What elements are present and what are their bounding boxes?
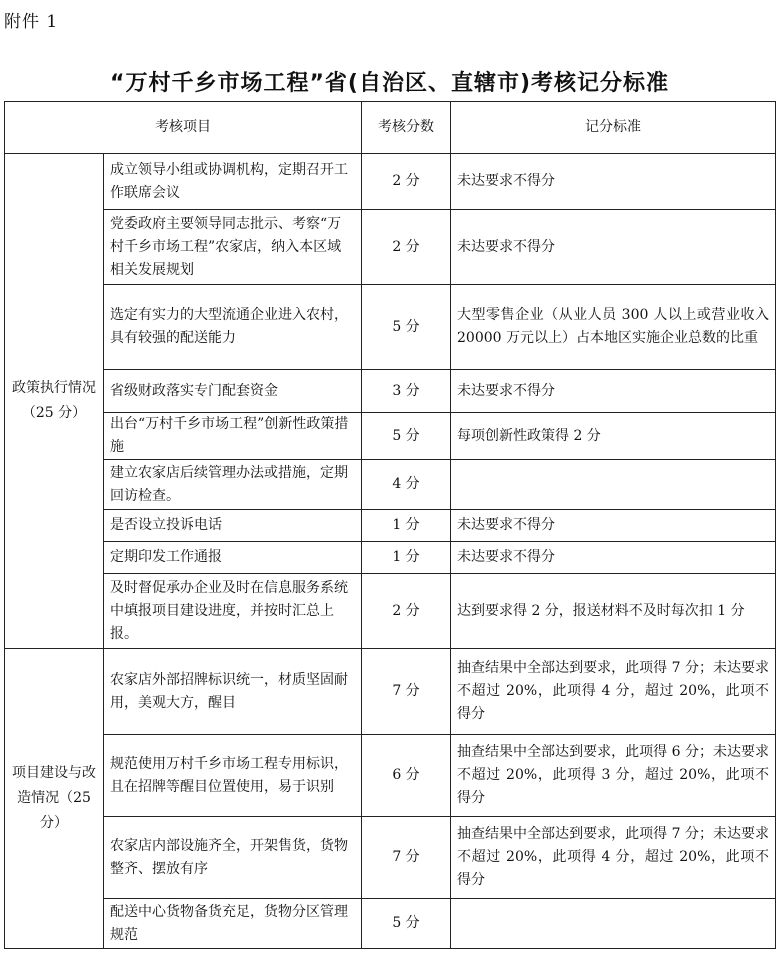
table-row <box>5 735 776 817</box>
table-row <box>5 460 776 510</box>
item-cell: 及时督促承办企业及时在信息服务系统中填报项目建设进度，并按时汇总上报。 <box>104 574 362 649</box>
table-row <box>5 817 776 899</box>
category-cell: 政策执行情况（25 分） <box>5 154 104 649</box>
score-cell: 5 分 <box>362 899 451 949</box>
score-cell: 6 分 <box>362 735 451 817</box>
table-row <box>5 899 776 949</box>
document-title: “万村千乡市场工程”省(自治区、直辖市)考核记分标准 <box>109 71 670 96</box>
header-score: 考核分数 <box>362 102 451 154</box>
standard-cell: 达到要求得 2 分，报送材料不及时每次扣 1 分 <box>451 574 776 649</box>
item-cell: 党委政府主要领导同志批示、考察“万村千乡市场工程”农家店，纳入本区域相关发展规划 <box>104 210 362 285</box>
standard-cell: 未达要求不得分 <box>451 210 776 285</box>
item-cell: 省级财政落实专门配套资金 <box>104 370 362 413</box>
table-row <box>5 413 776 460</box>
standard-cell: 抽查结果中全部达到要求，此项得 7 分；未达要求不超过 20%，此项得 4 分，超过 20%，此项不得分 <box>451 817 776 899</box>
table-row <box>5 154 776 210</box>
table-row <box>5 510 776 542</box>
table-row <box>5 370 776 413</box>
score-cell: 2 分 <box>362 154 451 210</box>
score-cell: 1 分 <box>362 510 451 542</box>
standard-cell: 抽查结果中全部达到要求，此项得 7 分；未达要求不超过 20%，此项得 4 分，超过 20%，此项不得分 <box>451 649 776 735</box>
header-item: 考核项目 <box>5 102 362 154</box>
score-cell: 2 分 <box>362 210 451 285</box>
category-cell: 项目建设与改造情况（25 分） <box>5 649 104 949</box>
standard-cell: 抽查结果中全部达到要求，此项得 6 分；未达要求不超过 20%，此项得 3 分，超过 20%，此项不得分 <box>451 735 776 817</box>
item-cell: 是否设立投诉电话 <box>104 510 362 542</box>
standard-cell <box>451 899 776 949</box>
table-row <box>5 574 776 649</box>
table-row <box>5 649 776 735</box>
scoring-table <box>4 101 776 949</box>
score-cell: 7 分 <box>362 817 451 899</box>
table-body <box>5 154 776 949</box>
item-cell: 选定有实力的大型流通企业进入农村，具有较强的配送能力 <box>104 285 362 370</box>
annex-label: 附件 1 <box>4 12 59 32</box>
standard-cell: 未达要求不得分 <box>451 510 776 542</box>
standard-cell <box>451 460 776 510</box>
standard-cell: 未达要求不得分 <box>451 542 776 574</box>
score-cell: 2 分 <box>362 574 451 649</box>
header-standard: 记分标准 <box>451 102 776 154</box>
table-row <box>5 210 776 285</box>
item-cell: 定期印发工作通报 <box>104 542 362 574</box>
item-cell: 配送中心货物备货充足，货物分区管理规范 <box>104 899 362 949</box>
item-cell: 出台“万村千乡市场工程”创新性政策措施 <box>104 413 362 460</box>
item-cell: 建立农家店后续管理办法或措施，定期回访检查。 <box>104 460 362 510</box>
standard-cell: 未达要求不得分 <box>451 154 776 210</box>
score-cell: 4 分 <box>362 460 451 510</box>
item-cell: 成立领导小组或协调机构，定期召开工作联席会议 <box>104 154 362 210</box>
item-cell: 农家店外部招牌标识统一，材质坚固耐用，美观大方，醒目 <box>104 649 362 735</box>
table-row <box>5 542 776 574</box>
score-cell: 3 分 <box>362 370 451 413</box>
item-cell: 规范使用万村千乡市场工程专用标识，且在招牌等醒目位置使用，易于识别 <box>104 735 362 817</box>
table-row <box>5 285 776 370</box>
score-cell: 5 分 <box>362 285 451 370</box>
score-cell: 1 分 <box>362 542 451 574</box>
score-cell: 5 分 <box>362 413 451 460</box>
standard-cell: 每项创新性政策得 2 分 <box>451 413 776 460</box>
standard-cell: 大型零售企业（从业人员 300 人以上或营业收入 20000 万元以上）占本地区实施企业总数的比重 <box>451 285 776 370</box>
score-cell: 7 分 <box>362 649 451 735</box>
standard-cell: 未达要求不得分 <box>451 370 776 413</box>
item-cell: 农家店内部设施齐全，开架售货，货物整齐、摆放有序 <box>104 817 362 899</box>
